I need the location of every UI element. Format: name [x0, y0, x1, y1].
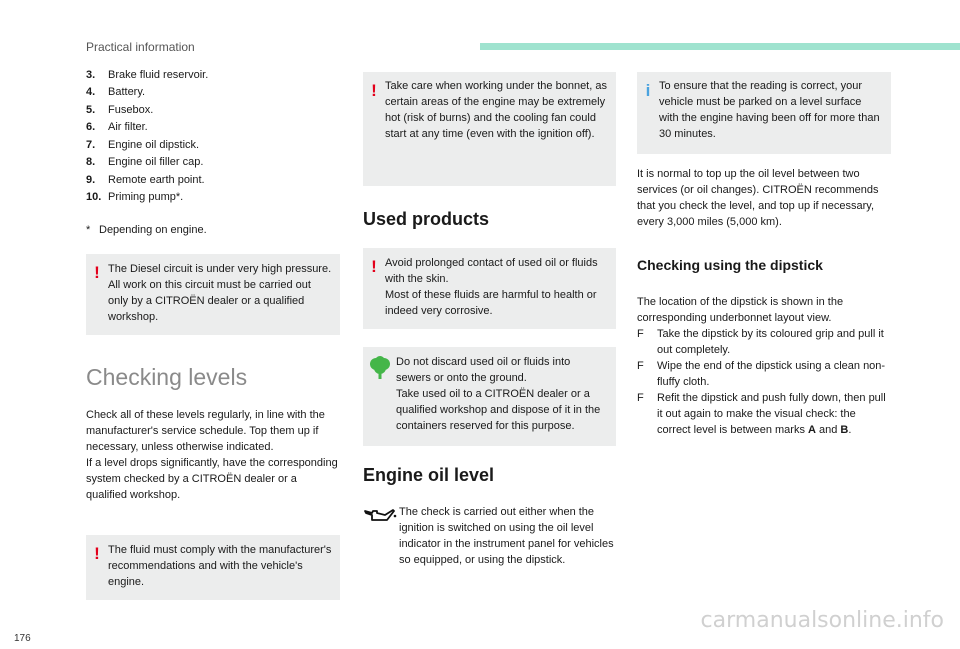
tree-icon: [369, 356, 391, 380]
oil-can-icon: [363, 506, 397, 526]
fluid-warning-box: ! The fluid must comply with the manufacturer's recommendations and with the vehicle's engine.: [86, 535, 340, 600]
page-header-title: Practical information: [86, 40, 195, 54]
list-item: 6. Air filter.: [86, 121, 148, 134]
dipstick-heading: Checking using the dipstick: [637, 257, 823, 273]
environment-box: Do not discard used oil or fluids into sewers or onto the ground. Take used oil to a CITROËN dealer or a qualified workshop and dispose of it in the containers reserved for this purpose.: [363, 347, 616, 446]
warning-icon: !: [371, 257, 377, 276]
warning-icon: !: [371, 81, 377, 100]
list-item: 5. Fusebox.: [86, 103, 154, 116]
warning-icon: !: [94, 544, 100, 563]
dipstick-intro: The location of the dipstick is shown in the corresponding underbonnet layout view.: [637, 296, 844, 324]
checking-levels-paragraph: Check all of these levels regularly, in line with the manufacturer's service schedule. Top them up if necessary, unless otherwise indicated.: [86, 409, 325, 453]
list-item: 4. Battery.: [86, 86, 146, 99]
engine-parts-list: [86, 66, 340, 206]
list-item: F Take the dipstick by its coloured grip and pull it out completely.: [637, 328, 884, 356]
list-item: F Refit the dipstick and push fully down, then pull it out again to make the visual check: the correct level is between marks A and B.: [637, 392, 886, 436]
topup-paragraph: It is normal to top up the oil level between two services (or oil changes). CITROËN recommends that you check the level, and top up if necessary, every 3,000 miles (5,000 km).: [637, 168, 879, 228]
list-item: F Wipe the end of the dipstick using a clean non-fluffy cloth.: [637, 360, 886, 388]
checking-levels-heading: Checking levels: [86, 364, 248, 390]
checking-levels-paragraph: If a level drops significantly, have the corresponding system checked by a CITROËN dealer or a qualified workshop.: [86, 457, 338, 501]
list-item: 3. Brake fluid reservoir.: [86, 68, 209, 81]
engine-oil-heading: Engine oil level: [363, 465, 495, 485]
watermark: carmanualsonline.info: [700, 608, 944, 633]
bonnet-warning-box: ! Take care when working under the bonnet, as certain areas of the engine may be extremely hot (risk of burns) and the cooling fan could start at any time (even with the ignition off).: [363, 72, 616, 186]
list-item: 8. Engine oil filler cap.: [86, 156, 204, 169]
warning-icon: !: [94, 263, 100, 282]
column-left: [86, 66, 340, 600]
header-accent-bar: [480, 43, 960, 50]
column-right: [637, 72, 891, 438]
dipstick-steps: [637, 326, 891, 438]
level-info-box: i To ensure that the reading is correct, your vehicle must be parked on a level surface with the engine having been off for more than 30 minutes.: [637, 72, 891, 154]
list-item: 10. Priming pump*.: [86, 191, 184, 204]
column-middle: [363, 72, 616, 568]
footnote: * Depending on engine.: [86, 224, 207, 236]
used-products-warning-box: ! Avoid prolonged contact of used oil or fluids with the skin. Most of these fluids are harmful to health or indeed very corrosive.: [363, 248, 616, 329]
list-item: 9. Remote earth point.: [86, 173, 205, 186]
page-number: 176: [14, 633, 31, 644]
engine-oil-info: The check is carried out either when the ignition is switched on using the oil level indicator in the instrument panel for vehicles so equipped, or using the dipstick.: [363, 504, 616, 568]
info-icon: i: [645, 81, 651, 100]
used-products-heading: Used products: [363, 209, 490, 229]
diesel-warning-box: ! The Diesel circuit is under very high pressure. All work on this circuit must be carried out only by a CITROËN dealer or a qualified workshop.: [86, 254, 340, 335]
list-item: 7. Engine oil dipstick.: [86, 138, 200, 151]
